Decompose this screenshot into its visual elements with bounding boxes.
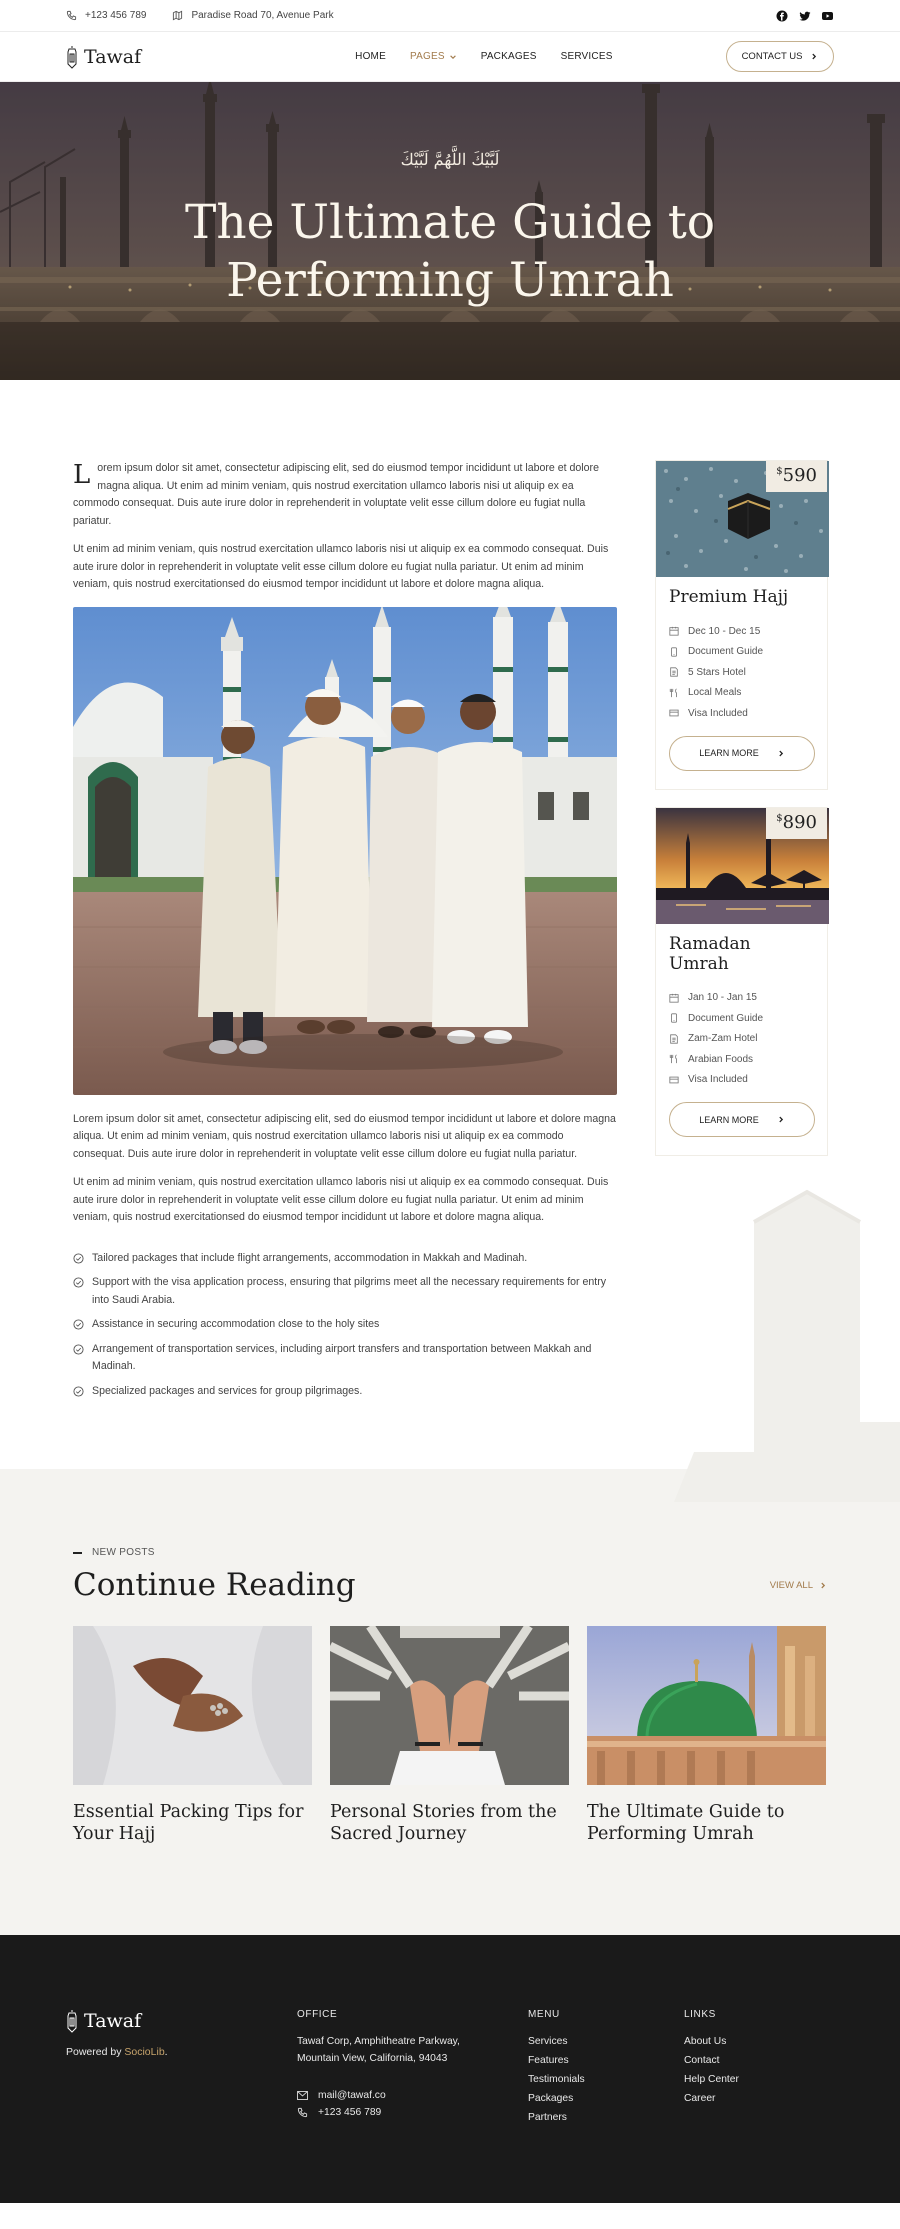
checklist-item — [73, 1316, 617, 1334]
card-icon — [669, 708, 679, 718]
check-circle-icon — [73, 1277, 84, 1288]
phone-icon — [66, 10, 77, 21]
footer-menu — [528, 2009, 684, 2203]
price-amount: 590 — [782, 465, 817, 486]
package-body — [656, 577, 827, 789]
benefits-checklist — [73, 1250, 617, 1401]
hero-title-line2: Performing Umrah — [226, 253, 674, 308]
chevron-right-icon — [819, 1581, 827, 1590]
section-eyebrow — [73, 1547, 827, 1558]
hero-title-line1: The Ultimate Guide to — [184, 195, 716, 250]
check-circle-icon — [73, 1319, 84, 1330]
nav-home[interactable]: HOME — [355, 51, 386, 62]
package-feature-text: Visa Included — [688, 1074, 748, 1086]
post-card[interactable] — [73, 1626, 312, 1845]
check-circle-icon — [73, 1253, 84, 1264]
post-card[interactable] — [587, 1626, 826, 1845]
view-all-link[interactable] — [770, 1580, 827, 1591]
office-address: Tawaf Corp, Amphitheatre Parkway, Mountain View, California, 94043 — [297, 2036, 460, 2064]
article-section — [0, 460, 900, 1407]
footer-menu-packages[interactable]: Packages — [528, 2093, 574, 2104]
package-feature-meals — [669, 1049, 814, 1070]
package-feature-meals — [669, 683, 814, 704]
calendar-icon — [669, 993, 679, 1003]
price-amount: 890 — [782, 811, 817, 833]
card-icon — [669, 1075, 679, 1085]
footer-menu-partners[interactable]: Partners — [528, 2112, 567, 2123]
footer-office — [297, 2009, 528, 2203]
package-feature-text: 5 Stars Hotel — [688, 666, 746, 678]
package-feature-dates — [669, 621, 814, 642]
document-icon — [669, 667, 679, 677]
praying-hands-image — [330, 1626, 569, 1785]
hero-title — [0, 194, 900, 310]
check-circle-icon — [73, 1386, 84, 1397]
pilgrims-group-photo — [73, 607, 617, 1095]
checklist-text: Tailored packages that include flight arrangements, accommodation in Makkah and Madinah. — [92, 1251, 528, 1264]
chevron-down-icon — [449, 53, 457, 61]
checklist-text: Specialized packages and services for group pilgrimages. — [92, 1384, 363, 1397]
hero-banner — [0, 82, 900, 380]
hero-arabic-calligraphy: لَبَّيْكَ اللَّهُمَّ لَبَّيْكَ — [400, 150, 500, 169]
article-paragraph-2: Ut enim ad minim veniam, quis nostrud exercitation ullamco laboris nisi ut aliquip ex ea commodo consequat. Duis aute irure dolor in reprehenderit in voluptate velit esse cillum dolore eu fugiat nulla pariatur. Ut enim ad minim veniam, quis nostrud exercitationsed do eiusmod tempor incididunt ut labore et dolore magna aliqua. — [73, 543, 609, 590]
footer-link-help[interactable]: Help Center — [684, 2074, 739, 2085]
view-all-label: VIEW ALL — [769, 1579, 813, 1591]
article-paragraph-4: Ut enim ad minim veniam, quis nostrud exercitation ullamco laboris nisi ut aliquip ex ea commodo consequat. Duis aute irure dolor in reprehenderit in voluptate velit esse cillum dolore eu fugiat nulla pariatur. Ut enim ad minim veniam, quis nostrud exercitationsed do eiusmod tempor incididunt ut labore et dolore magna aliqua. — [73, 1176, 609, 1223]
eyebrow-text: NEW POSTS — [92, 1547, 155, 1558]
powered-by — [66, 2046, 297, 2058]
check-circle-icon — [73, 1344, 84, 1355]
main-header — [0, 32, 900, 82]
top-bar — [0, 0, 900, 32]
footer-email-text: mail@tawaf.co — [318, 2090, 386, 2101]
checklist-text: Arrangement of transportation services, including airport transfers and transportation between Makkah and Madinah. — [92, 1342, 592, 1372]
package-feature-hotel — [669, 662, 814, 683]
footer-links — [684, 2009, 739, 2203]
chevron-right-icon — [777, 749, 785, 758]
footer-menu-services[interactable]: Services — [528, 2036, 568, 2047]
package-feature-text: Local Meals — [688, 687, 742, 699]
package-body — [656, 924, 827, 1156]
footer-link-contact[interactable]: Contact — [684, 2055, 720, 2066]
package-feature-document — [669, 642, 814, 663]
menu-heading: MENU — [528, 2009, 560, 2020]
continue-reading-section — [0, 1469, 900, 1935]
package-feature-hotel — [669, 1029, 814, 1050]
nav-pages[interactable] — [410, 51, 457, 62]
drop-cap: L — [73, 460, 91, 490]
checklist-text: Assistance in securing accommodation close to the holy sites — [92, 1318, 380, 1330]
post-card[interactable] — [330, 1626, 569, 1845]
footer-email[interactable] — [297, 2090, 528, 2101]
phone-device-icon — [669, 1013, 679, 1023]
minaret-decoration — [674, 1182, 900, 1502]
kaaba-image — [656, 461, 827, 577]
lantern-logo-icon — [66, 2009, 78, 2033]
nav-pages-label: PAGES — [409, 51, 445, 62]
powered-prefix: Powered by — [66, 2046, 125, 2058]
package-feature-document — [669, 1008, 814, 1029]
section-heading-row — [73, 1567, 827, 1603]
footer-logo[interactable] — [66, 2009, 297, 2033]
dash-icon — [73, 1552, 82, 1554]
topbar-address[interactable] — [172, 10, 333, 21]
links-heading: LINKS — [684, 2009, 716, 2020]
post-title[interactable]: The Ultimate Guide to Performing Umrah — [587, 1802, 785, 1844]
site-footer — [0, 1935, 900, 2203]
logo-text: Tawaf — [84, 45, 142, 68]
package-price — [766, 808, 827, 839]
package-feature-text: Visa Included — [688, 707, 748, 719]
package-title: Ramadan Umrah — [669, 933, 751, 974]
package-feature-dates — [669, 988, 814, 1009]
topbar-phone-text: +123 456 789 — [85, 10, 147, 21]
utensils-icon — [669, 1054, 679, 1064]
map-icon — [172, 10, 183, 21]
facebook-icon[interactable] — [775, 9, 788, 22]
footer-link-about[interactable]: About Us — [684, 2036, 727, 2047]
section-title: Continue Reading — [73, 1567, 356, 1603]
price-currency: $ — [776, 812, 783, 824]
phone-device-icon — [669, 647, 679, 657]
document-icon — [669, 1034, 679, 1044]
article-paragraph-1 — [73, 460, 617, 530]
package-card-ramadan-umrah — [655, 807, 828, 1157]
checklist-item — [73, 1383, 617, 1401]
checklist-text: Support with the visa application process, ensuring that pilgrims meet all the necessary requirements for entry into Saudi Arabia. — [92, 1276, 607, 1306]
package-feature-visa — [669, 703, 814, 724]
topbar-address-text: Paradise Road 70, Avenue Park — [191, 10, 334, 21]
chevron-right-icon — [777, 1115, 785, 1124]
package-card-premium-hajj — [655, 460, 828, 790]
post-title[interactable]: Personal Stories from the Sacred Journey — [330, 1802, 557, 1844]
footer-menu-testimonials[interactable]: Testimonials — [528, 2074, 585, 2085]
contact-us-button[interactable] — [726, 41, 834, 72]
article-paragraph-3: Lorem ipsum dolor sit amet, consectetur adipiscing elit, sed do eiusmod tempor incididunt ut labore et dolore magna aliqua. Ut enim ad minim veniam, quis nostrud exercitation ullamco laboris nisi ut aliquip ex ea commodo consequat. Duis aute irure dolor in reprehenderit in voluptate velit esse cillum dolore eu fugiat nulla pariatur. — [73, 1112, 616, 1160]
topbar-phone[interactable] — [66, 10, 146, 21]
nav-services[interactable]: SERVICES — [560, 51, 613, 62]
calendar-icon — [669, 626, 679, 636]
post-title[interactable]: Essential Packing Tips for Your Hajj — [73, 1802, 304, 1844]
office-heading: OFFICE — [297, 2009, 338, 2020]
package-title: Premium Hajj — [669, 587, 789, 607]
learn-more-button[interactable] — [669, 1102, 815, 1137]
learn-more-button[interactable] — [669, 736, 815, 771]
chevron-right-icon — [810, 52, 818, 61]
utensils-icon — [669, 688, 679, 698]
packing-tips-image — [73, 1626, 312, 1785]
site-logo[interactable] — [66, 45, 141, 69]
package-feature-text: Document Guide — [688, 646, 764, 658]
package-feature-text: Arabian Foods — [688, 1053, 754, 1065]
package-feature-text: Zam-Zam Hotel — [688, 1033, 758, 1045]
phone-icon — [297, 2107, 308, 2118]
package-feature-text: Document Guide — [688, 1012, 764, 1024]
checklist-item — [73, 1274, 617, 1309]
youtube-icon[interactable] — [821, 9, 834, 22]
checklist-item — [73, 1341, 617, 1376]
twitter-icon[interactable] — [798, 9, 811, 22]
lantern-logo-icon — [66, 45, 78, 69]
article-paragraph-1-text: orem ipsum dolor sit amet, consectetur adipiscing elit, sed do eiusmod tempor incididunt ut labore et dolore magna aliqua. Ut enim ad minim veniam, quis nostrud exercitation ullamco laboris nisi ut aliquip ex ea commodo consequat. Duis aute irure dolor in reprehenderit in voluptate velit esse cillum dolore eu fugiat nulla pariatur. — [73, 462, 599, 527]
footer-phone[interactable] — [297, 2107, 528, 2118]
learn-more-label: LEARN MORE — [699, 748, 759, 758]
green-dome-image — [587, 1626, 826, 1785]
sunset-mosque-image — [656, 808, 827, 924]
footer-phone-text: +123 456 789 — [318, 2107, 382, 2118]
price-currency: $ — [776, 466, 783, 477]
social-links — [775, 9, 834, 22]
powered-suffix: . — [164, 2046, 168, 2058]
article-body — [73, 460, 617, 1407]
footer-link-career[interactable]: Career — [684, 2093, 716, 2104]
mail-icon — [297, 2091, 308, 2100]
package-feature-visa — [669, 1070, 814, 1091]
learn-more-label: LEARN MORE — [699, 1114, 759, 1125]
package-feature-text: Dec 10 - Dec 15 — [688, 625, 761, 637]
checklist-item — [73, 1250, 617, 1268]
footer-brand — [66, 2009, 297, 2203]
package-feature-text: Jan 10 - Jan 15 — [688, 992, 757, 1004]
footer-logo-text: Tawaf — [84, 2010, 142, 2032]
nav-packages[interactable]: PACKAGES — [480, 51, 537, 62]
post-cards — [73, 1626, 827, 1845]
footer-menu-features[interactable]: Features — [528, 2055, 569, 2066]
powered-brand-link[interactable]: SocioLib — [124, 2046, 165, 2058]
main-nav — [355, 51, 612, 62]
package-price — [766, 461, 827, 492]
contact-us-label: CONTACT US — [741, 51, 803, 62]
